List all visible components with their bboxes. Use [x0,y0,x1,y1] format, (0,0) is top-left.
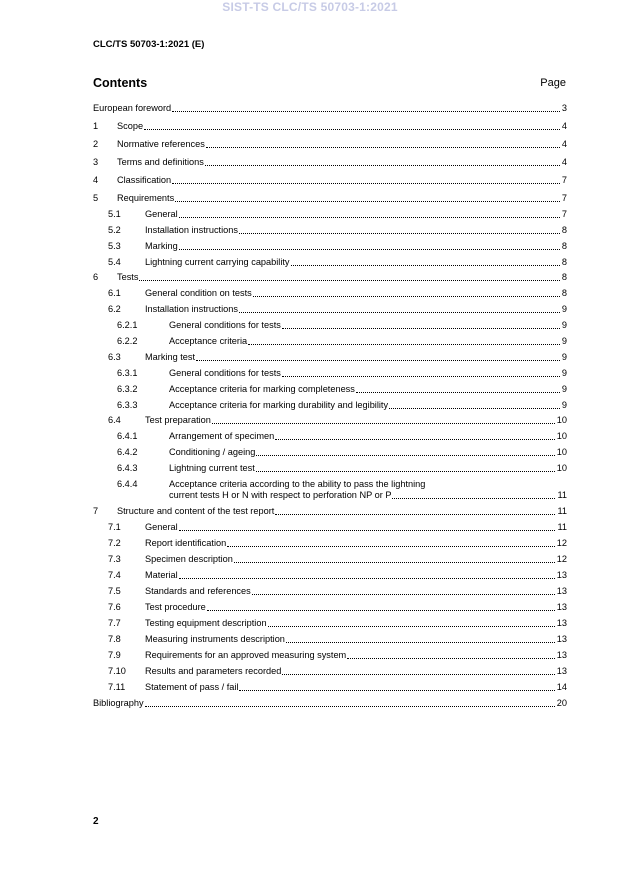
toc-entry[interactable] [93,352,567,363]
toc-entry-title: Requirements [117,193,175,203]
toc-leader-dots [253,295,560,297]
toc-leader-dots [145,705,555,707]
toc-entry-page: 9 [561,384,567,394]
toc-entry[interactable] [93,538,567,549]
toc-entry-number: 6 [93,272,99,282]
toc-entry-page: 11 [557,506,567,516]
toc-entry-title: Terms and definitions [117,157,204,167]
toc-entry-page: 12 [556,538,567,548]
toc-entry-page: 20 [556,698,567,708]
toc-entry-page: 12 [556,554,567,564]
toc-entry-page: 9 [561,320,567,330]
toc-entry-number: 7.3 [108,554,121,564]
page-column-label: Page [540,77,566,89]
toc-entry-number: 6.2 [108,304,121,314]
toc-entry[interactable] [93,121,567,132]
toc-entry-number: 7.4 [108,570,121,580]
toc-leader-dots [347,657,555,659]
toc-entry[interactable] [93,257,567,268]
toc-leader-dots [275,438,555,440]
toc-leader-dots [212,422,555,424]
toc-entry-title: General conditions for tests [169,368,281,378]
watermark: SIST-TS CLC/TS 50703-1:2021 [222,0,398,14]
toc-entry[interactable] [93,506,567,517]
toc-entry-number: 6.4 [108,415,121,425]
toc-entry-title: Acceptance criteria according to the ability to pass the lightning [169,479,426,489]
toc-leader-dots [392,497,555,499]
toc-entry[interactable] [93,304,567,315]
toc-entry-title: Acceptance criteria for marking durability and legibility [169,400,389,410]
toc-entry-number: 7.6 [108,602,121,612]
toc-leader-dots [144,128,560,130]
toc-entry-title: Bibliography [93,698,144,708]
toc-entry-number: 5.1 [108,209,121,219]
toc-entry-title: Lightning current carrying capability [145,257,290,267]
toc-entry-title: General [145,209,178,219]
toc-entry[interactable] [93,209,567,220]
toc-entry-page: 10 [556,463,567,473]
toc-leader-dots [172,110,560,112]
toc-leader-dots [256,470,555,472]
toc-entry-title: Lightning current test [169,463,255,473]
toc-entry-title: Acceptance criteria [169,336,248,346]
toc-entry-number: 6.1 [108,288,121,298]
toc-entry-page: 14 [556,682,567,692]
toc-entry-page: 13 [556,570,567,580]
toc-leader-dots [205,164,560,166]
toc-entry-title: Installation instructions [145,225,238,235]
toc-entry-number: 7.1 [108,522,121,532]
toc-entry-page: 13 [556,650,567,660]
toc-entry-title: Installation instructions [145,304,238,314]
toc-entry-number: 6.4.3 [117,463,138,473]
toc-entry-page: 9 [561,368,567,378]
toc-entry[interactable] [93,336,567,347]
toc-leader-dots [239,232,560,234]
toc-entry-title: Classification [117,175,172,185]
toc-entry-page: 13 [556,666,567,676]
toc-entry[interactable] [93,288,567,299]
toc-entry[interactable] [93,463,567,474]
toc-leader-dots [239,689,554,691]
toc-entry-number: 7.8 [108,634,121,644]
toc-leader-dots [239,311,560,313]
toc-entry-number: 6.3 [108,352,121,362]
toc-entry-page: 13 [556,602,567,612]
toc-entry-page: 11 [557,490,567,500]
toc-entry-title: Normative references [117,139,205,149]
toc-entry-page: 3 [561,103,567,113]
toc-leader-dots [356,391,560,393]
toc-entry-title: Marking [145,241,178,251]
toc-entry-number: 5 [93,193,99,203]
toc-entry-title: Standards and references [145,586,251,596]
toc-entry-page: 7 [561,193,567,203]
toc-entry[interactable] [93,157,567,168]
toc-entry-title: Measuring instruments description [145,634,285,644]
toc-entry-number: 7.7 [108,618,121,628]
toc-entry-page: 13 [556,586,567,596]
toc-entry-page: 10 [556,447,567,457]
toc-entry[interactable] [93,384,567,395]
toc-entry-title: Conditioning / ageing [169,447,256,457]
toc-entry-page: 9 [561,336,567,346]
toc-entry[interactable] [93,650,567,661]
toc-entry-page: 9 [561,304,567,314]
toc-entry-page: 8 [561,288,567,298]
toc-entry-title: Tests [117,272,139,282]
toc-entry-page: 10 [556,431,567,441]
toc-leader-dots [275,513,555,515]
toc-leader-dots [282,327,560,329]
toc-entry-page: 8 [561,272,567,282]
toc-leader-dots [282,673,554,675]
toc-entry[interactable] [93,554,567,565]
toc-entry-title: Acceptance criteria for marking completeness [169,384,355,394]
toc-leader-dots [139,279,559,281]
toc-entry-title: Testing equipment description [145,618,267,628]
toc-entry[interactable] [93,193,567,204]
toc-entry-page: 7 [561,175,567,185]
toc-entry[interactable] [93,225,567,236]
toc-entry-page: 8 [561,257,567,267]
toc-entry-title: Requirements for an approved measuring system [145,650,347,660]
toc-entry-title: General [145,522,178,532]
toc-leader-dots [282,375,560,377]
toc-entry-title: Scope [117,121,144,131]
toc-entry-page: 13 [556,634,567,644]
toc-entry-number: 3 [93,157,99,167]
toc-entry-number: 6.2.2 [117,336,138,346]
toc-entry-page: 7 [561,209,567,219]
toc-entry-title: Structure and content of the test report [117,506,275,516]
toc-entry-number: 6.3.3 [117,400,138,410]
toc-entry-number: 2 [93,139,99,149]
toc-entry-number: 6.3.2 [117,384,138,394]
toc-entry[interactable] [93,522,567,533]
toc-entry[interactable] [93,618,567,629]
toc-entry[interactable] [93,586,567,597]
toc-entry[interactable] [93,682,567,693]
toc-entry-title: Test procedure [145,602,206,612]
toc-leader-dots [179,248,560,250]
toc-entry-page: 4 [561,121,567,131]
toc-entry-number: 7 [93,506,99,516]
toc-entry-number: 1 [93,121,99,131]
toc-leader-dots [179,577,555,579]
toc-entry[interactable] [93,570,567,581]
toc-leader-dots [389,407,560,409]
toc-entry[interactable] [93,272,567,283]
toc-leader-dots [234,561,555,563]
toc-entry[interactable] [93,320,567,331]
toc-entry[interactable] [93,415,567,426]
toc-entry-title: Test preparation [145,415,211,425]
toc-entry-number: 7.11 [108,682,126,692]
toc-leader-dots [256,454,554,456]
toc-entry-number: 4 [93,175,99,185]
toc-entry[interactable] [93,368,567,379]
toc-entry-page: 8 [561,241,567,251]
toc-entry[interactable] [93,175,567,186]
toc-entry[interactable] [93,666,567,677]
toc-entry-page: 10 [556,415,567,425]
toc-entry-number: 6.4.1 [117,431,138,441]
toc-entry-title: Report identification [145,538,227,548]
toc-leader-dots [291,264,560,266]
toc-entry-number: 7.2 [108,538,121,548]
toc-entry-title: General conditions for tests [169,320,281,330]
toc-leader-dots [252,593,555,595]
toc-entry-number: 5.3 [108,241,121,251]
toc-entry-number: 7.10 [108,666,126,676]
toc-leader-dots [268,625,555,627]
toc-entry[interactable] [93,241,567,252]
toc-leader-dots [196,359,560,361]
toc-entry[interactable] [93,139,567,150]
toc-entry[interactable] [93,400,567,411]
toc-entry-page: 9 [561,352,567,362]
toc-entry-title: Results and parameters recorded [145,666,282,676]
toc-entry[interactable] [93,431,567,442]
toc-entry-number: 6.4.2 [117,447,138,457]
toc-leader-dots [206,146,560,148]
toc-entry-page: 9 [561,400,567,410]
toc-entry-title: General condition on tests [145,288,252,298]
toc-entry-page: 11 [557,522,567,532]
toc-leader-dots [172,182,560,184]
toc-entry[interactable] [93,602,567,613]
toc-leader-dots [175,200,560,202]
toc-entry[interactable] [93,103,567,114]
toc-leader-dots [286,641,555,643]
toc-entry-page: 4 [561,157,567,167]
toc-entry-title: European foreword [93,103,172,113]
toc-entry-title: Statement of pass / fail [145,682,239,692]
toc-entry-title: Specimen description [145,554,233,564]
toc-entry-page: 8 [561,225,567,235]
toc-entry[interactable] [93,698,567,709]
toc-leader-dots [179,216,560,218]
contents-heading: Contents [93,76,148,90]
toc-leader-dots [227,545,555,547]
toc-entry-page: 4 [561,139,567,149]
toc-entry-number: 7.5 [108,586,121,596]
toc-leader-dots [207,609,555,611]
toc-entry-title: Arrangement of specimen [169,431,275,441]
toc-leader-dots [248,343,560,345]
toc-entry-number: 6.2.1 [117,320,138,330]
toc-entry-number: 5.4 [108,257,121,267]
toc-entry-page: 13 [556,618,567,628]
toc-entry[interactable] [93,447,567,458]
toc-entry-number: 6.3.1 [117,368,138,378]
toc-leader-dots [179,529,556,531]
toc-entry-title: Marking test [145,352,196,362]
toc-entry-title-continued: current tests H or N with respect to perforation NP or P [169,490,392,500]
toc-entry-number: 7.9 [108,650,121,660]
document-id: CLC/TS 50703-1:2021 (E) [93,39,205,50]
page-number: 2 [93,816,99,827]
toc-entry-title: Material [145,570,178,580]
toc-entry[interactable] [93,634,567,645]
toc-entry-number: 6.4.4 [117,479,138,489]
toc-entry[interactable] [93,479,567,501]
toc-entry-number: 5.2 [108,225,121,235]
